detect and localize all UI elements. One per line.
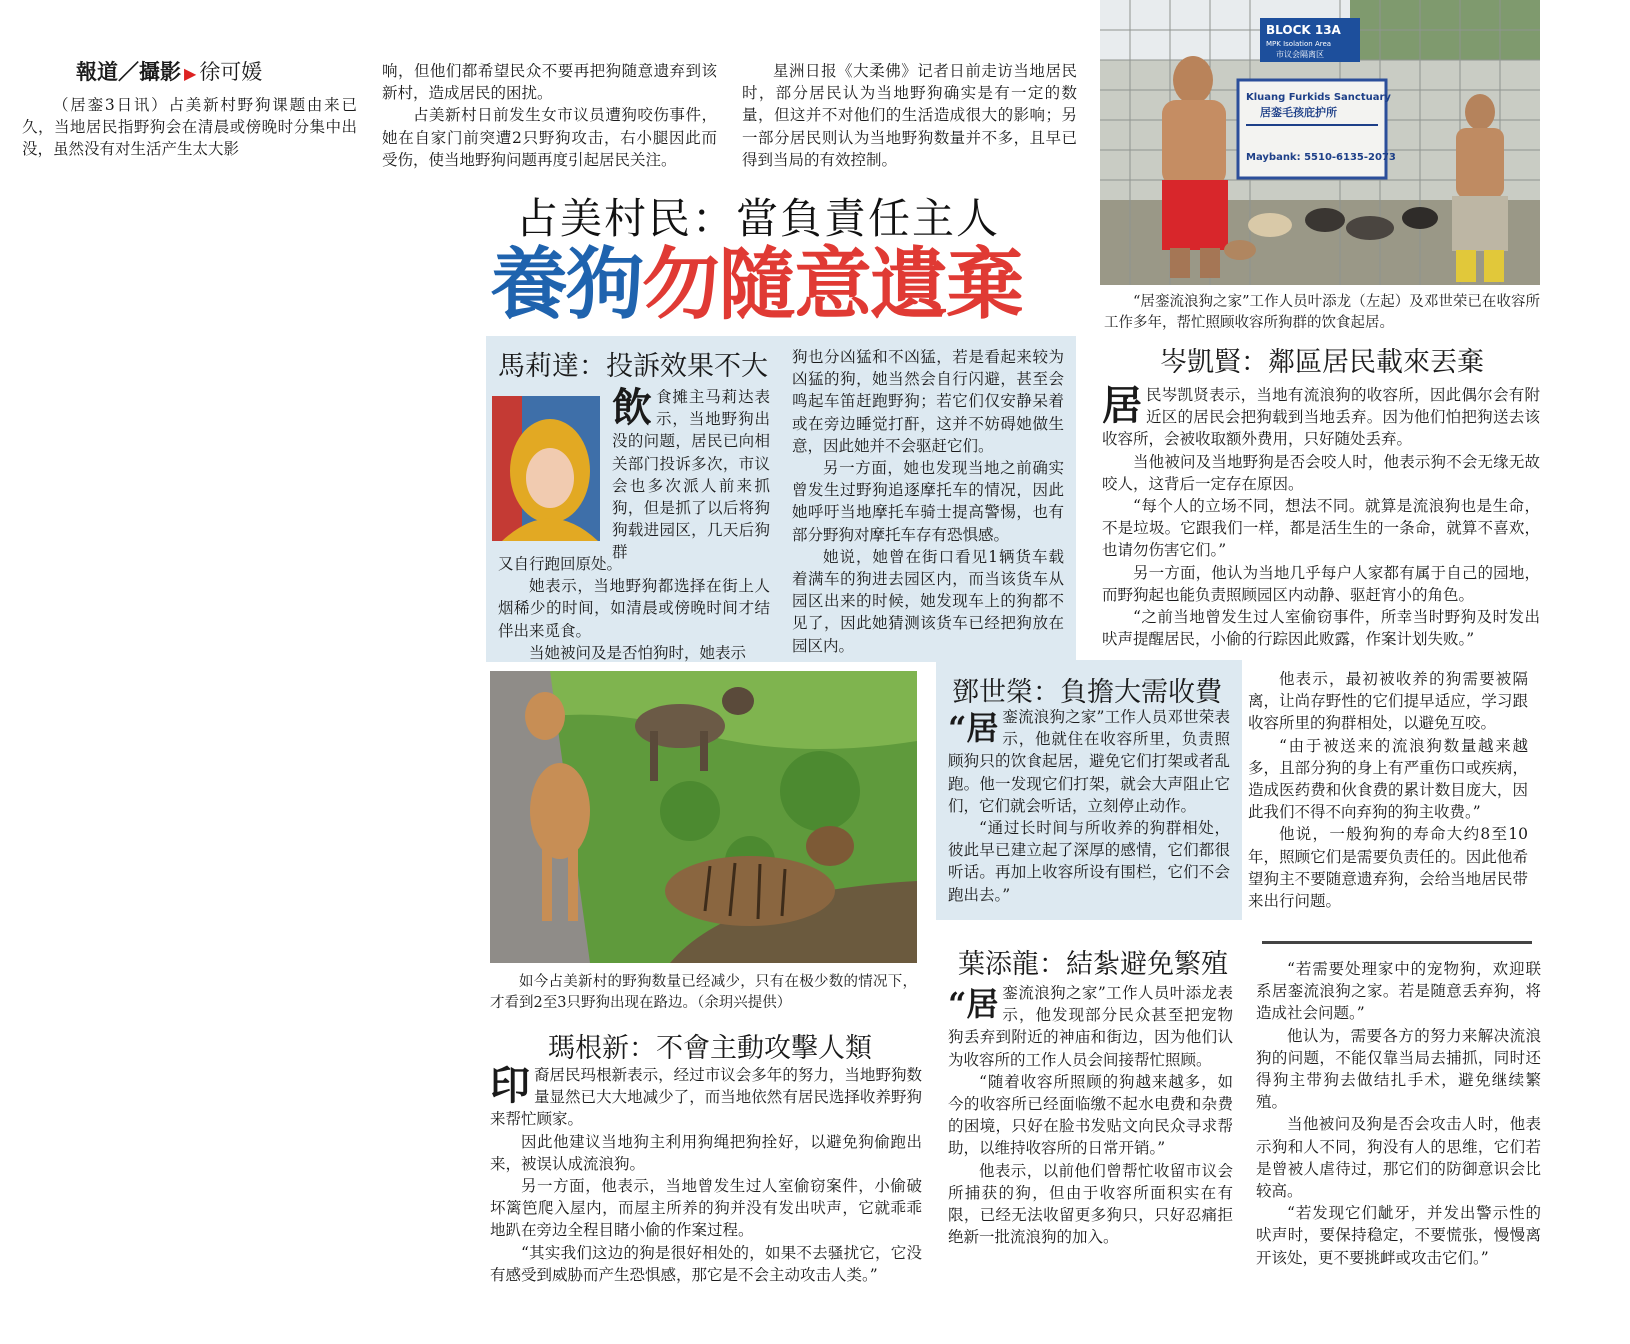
headline-main-red: 勿隨意遺棄 [642, 240, 1023, 330]
mali-portrait-image [492, 396, 600, 541]
dogs-photo-caption: 如今占美新村的野狗数量已经减少，只有在极少数的情况下，才看到2至3只野狗出现在路边。（余玥兴提供） [490, 974, 917, 1011]
section-divider [1262, 941, 1532, 944]
svg-text:居銮毛孩庇护所: 居銮毛孩庇护所 [1260, 106, 1337, 119]
mali-column-2: 狗也分凶猛和不凶猛，若是看起来较为凶猛的狗，她当然会自行闪避，甚至会鸣起车笛赶跑野狗；若它们仅安静呆着或在旁边睡觉打酐，这并不妨碍她做生意，因此她并不会驱赶它们。 另一方面，她也发现当地之前确实曾发生过野狗追逐摩托车的情况，因此她呼吁当地摩托车骑士提高警惕，也有部分野狗对摩托车存有恐惧感。 她说，她曾在街口看见1辆货车载着满车的狗进去园区内，而当该货车从园区出来的时候，她发现车上的狗都不见了，因此她猜测该货车已经把狗放在园区内。 [792, 348, 1064, 655]
mali-column-1: 飲食摊主马莉达表示，当地野狗出没的问题，居民已向相关部门投诉多次，市议会也多次派人前来抓狗，但是抓了以后将狗狗载进园区，几天后狗群 [612, 384, 770, 562]
deng-heading: 鄧世榮：負擔大需收費 [952, 677, 1222, 708]
headline-kicker: 占美村民：當負責任主人 [516, 194, 1001, 243]
ma-dropcap: 印 [490, 1062, 530, 1109]
headline-main [490, 240, 1022, 330]
byline-label: 報道／攝影 [76, 60, 181, 84]
intro-column-3: 星洲日报《大柔佛》记者日前走访当地居民时，部分居民认为当地野狗确实是有一定的数量，但这并不对他们的生活造成很大的影响；另一部分居民则认为当地野狗数量并不多，且早已得到当局的有效控制。 [742, 62, 1077, 169]
ma-body: 印裔居民玛根新表示，经过市议会多年的努力，当地野狗数量显然已大大地减少了，而当地依然有居民选择收养野狗来帮忙顾家。 因此他建议当地狗主利用狗绳把狗拴好，以避免狗偷跑出来，被误认成流浪狗。 另一方面，他表示，当地曾发生过人室偷窃案件，小偷破坏篱笆爬入屋内，而屋主所养的狗并没有发出吠声，它就乖乖地趴在旁边全程目睹小偷的作案过程。 “其实我们这边的狗是很好相处的，如果不去骚扰它，它没有感受到威胁而产生恐惧感，那它是不会主动攻击人类。” [490, 1062, 922, 1284]
ye-column-2: “若需要处理家中的宠物狗，欢迎联系居銮流浪狗之家。若是随意丢弃狗，将造成社会问题。” 他认为，需要各方的努力来解决流浪狗的问题，不能仅靠当局去捕抓，同时还得狗主带狗去做结扎手术，避免继续繁殖。 当他被问及狗是否会攻击人时，他表示狗和人不同，狗没有人的思维，它们若是曾被人虐待过，那它们的防御意识会比较高。 “若发现它们龇牙，并发出警示性的吠声时，要保持稳定，不要慌张，慢慢离开该处，更不要挑衅或攻击它们。” [1256, 960, 1541, 1267]
cen-dropcap: 居 [1102, 382, 1142, 429]
ye-heading: 葉添龍：結紮避免繁殖 [958, 949, 1228, 980]
dogs-photo [490, 671, 917, 963]
intro-column-1: （居銮3日讯）占美新村野狗课题由来已久，当地居民指野狗会在清晨或傍晚时分集中出没，虽然没有对生活产生太大影 [22, 96, 357, 159]
headline-main-blue: 養狗 [490, 240, 643, 330]
mali-column-1-bottom: 又自行跑回原处。 她表示，当地野狗都选择在街上人烟稀少的时间，如清晨或傍晚时间才结伴出来觅食。 当她被问及是否怕狗时，她表示 [498, 555, 770, 662]
sanctuary-photo-image [1100, 0, 1540, 285]
mali-portrait [492, 396, 600, 541]
deng-dropcap: “居 [948, 709, 999, 747]
svg-text:MPK Isolation Area: MPK Isolation Area [1266, 40, 1332, 48]
sanctuary-photo [1100, 0, 1540, 285]
sign-sanctuary-text: Kluang Furkids Sanctuary [1246, 92, 1391, 103]
byline-arrow-icon: ▶ [184, 64, 197, 83]
mali-dropcap: 飲 [612, 384, 652, 431]
mali-heading: 馬莉達：投訴效果不大 [498, 351, 768, 382]
ye-column-1: “居銮流浪狗之家”工作人员叶添龙表示，他发现部分民众甚至把宠物狗丢弃到附近的神庙和街边，因为他们认为收容所的工作人员会间接帮忙照顾。 “随着收容所照顾的狗越来越多，如今的收容所已经面临缴不起水电费和杂费的困境，只好在脸书发贴文向民众寻求帮助，以维持收容所的日常开销。” 他表示，以前他们曾帮忙收留市议会所捕获的狗，但由于收容所面积实在有限，已经无法收留更多狗只，只好忍痛拒绝新一批流浪狗的加入。 [948, 984, 1233, 1247]
cen-heading: 岑凱賢：鄰區居民載來丟棄 [1160, 347, 1484, 378]
cen-body: 居民岑凯贤表示，当地有流浪狗的收容所，因此偶尔会有附近区的居民会把狗载到当地丢弃。因为他们怕把狗送去该收容所，会被收取额外费用，只好随处丢弃。 当他被问及当地野狗是否会咬人时，他表示狗不会无缘无故咬人，这背后一定存在原因。 “每个人的立场不同，想法不同。就算是流浪狗也是生命，不是垃圾。它跟我们一样，都是活生生的一条命，就算不喜欢，也请勿伤害它们。” 另一方面，他认为当地几乎每户人家都有属于自己的园地，而野狗起也能负责照顾园区内动静、驱赶宵小的角色。 “之前当地曾发生过人室偷窃事件，所幸当时野狗及时发出吠声提醒居民，小偷的行踪因此败露，作案计划失败。” [1102, 382, 1540, 649]
intro-column-2: 响，但他们都希望民众不要再把狗随意遗弃到该新村，造成居民的困扰。 占美新村日前发生女市议员遭狗咬伤事件，她在自家门前突遭2只野狗攻击，右小腿因此而受伤，使当地野狗问题再度引起居民关注。 [382, 62, 717, 169]
svg-text:市议会隔离区: 市议会隔离区 [1276, 50, 1324, 59]
sign-bank-text: Maybank: 5510-6135-2073 [1246, 152, 1396, 163]
ye-dropcap: “居 [948, 985, 999, 1023]
deng-column-1: “居銮流浪狗之家”工作人员邓世荣表示，他就住在收容所里，负责照顾狗只的饮食起居，避免它们打架或者乱跑。他一发现它们打架，就会大声阻止它们，它们就会听话，立刻停止动作。 “通过长时间与所收养的狗群相处，彼此早已建立起了深厚的感情，它们都很听话。再加上收容所设有围栏，它们不会跑出去。” [948, 708, 1230, 904]
deng-column-2: 他表示，最初被收养的狗需要被隔离，让尚存野性的它们提早适应，学习跟收容所里的狗群相处，以避免互咬。 “由于被送来的流浪狗数量越来越多，且部分狗的身上有严重伤口或疾病，造成医药费和伙食费的累计数目庞大，因此我们不得不向弃狗的狗主收费。” 他说，一般狗狗的寿命大约8至10年，照顾它们是需要负责任的。因此他希望狗主不要随意遗弃狗，会给当地居民带来出行问题。 [1248, 670, 1528, 911]
byline [76, 56, 262, 86]
byline-author: 徐可媛 [199, 60, 263, 84]
dogs-photo-image [490, 671, 917, 963]
sign-block-text: BLOCK 13A [1266, 23, 1341, 37]
ma-heading: 瑪根新：不會主動攻擊人類 [548, 1033, 872, 1064]
sanctuary-photo-caption: “居銮流浪狗之家”工作人员叶添龙（左起）及邓世荣已在收容所工作多年，帮忙照顾收容所狗群的饮食起居。 [1104, 294, 1540, 331]
